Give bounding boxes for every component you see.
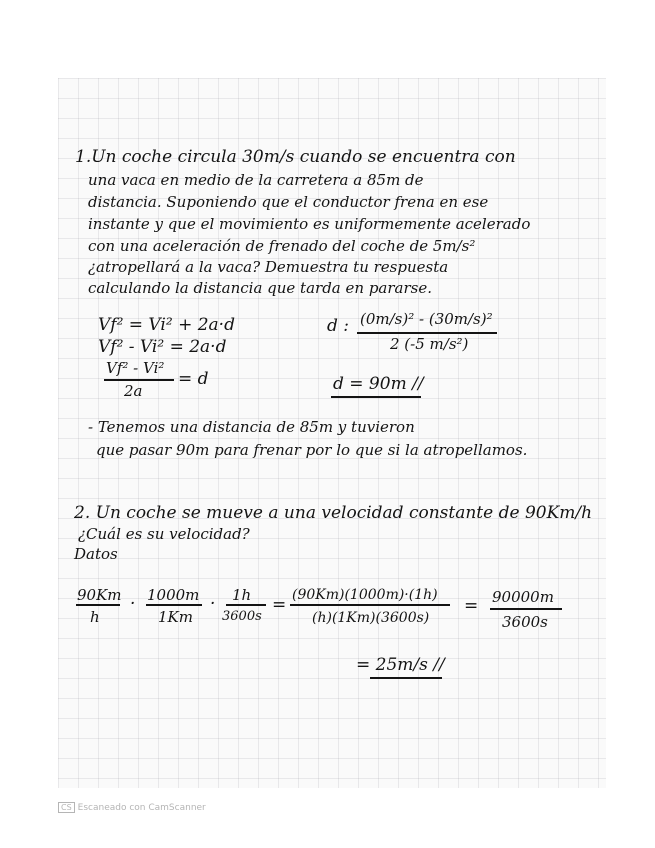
velocity-result-underline — [370, 677, 442, 679]
equation-3-numerator: Vf² - Vi² — [106, 359, 165, 377]
conclusion-line-2: que pasar 90m para frenar por lo que si la atropellamos. — [96, 441, 528, 459]
factor-2-bar — [146, 604, 202, 606]
factor-4-numerator: (90Km)(1000m)·(1h) — [292, 587, 438, 603]
equals-sign-2: = — [464, 596, 479, 616]
factor-1-bar — [76, 604, 120, 606]
d-label: d : — [327, 316, 350, 336]
d-fraction-bar — [357, 332, 497, 334]
scanner-footer — [58, 802, 206, 813]
problem1-line-1: 1.Un coche circula 30m/s cuando se encuentra con — [75, 147, 516, 167]
equation-3-fraction-bar — [104, 379, 174, 381]
equation-2: Vf² - Vi² = 2a·d — [98, 337, 227, 357]
problem2-line-2: ¿Cuál es su velocidad? — [78, 525, 250, 543]
problem1-line-4: instante y que el movimiento es uniformemente acelerado — [88, 215, 531, 233]
factor-2-denominator: 1Km — [158, 608, 193, 626]
d-result-underline — [331, 396, 421, 398]
d-numerator: (0m/s)² - (30m/s)² — [360, 310, 493, 328]
factor-5-denominator: 3600s — [502, 613, 548, 631]
factor-2-numerator: 1000m — [147, 586, 200, 604]
conclusion-line-1: - Tenemos una distancia de 85m y tuvieron — [88, 418, 415, 436]
factor-5-bar — [490, 608, 562, 610]
factor-3-numerator: 1h — [232, 586, 252, 604]
camscanner-badge: CS — [58, 802, 75, 813]
problem2-line-1: 2. Un coche se mueve a una velocidad constante de 90Km/h — [74, 503, 593, 523]
camscanner-text: Escaneado con CamScanner — [77, 803, 206, 813]
factor-4-bar — [290, 604, 450, 606]
multiply-dot-2: · — [210, 594, 216, 614]
equation-3-denominator: 2a — [124, 382, 143, 400]
problem1-line-6: ¿atropellará a la vaca? Demuestra tu respuesta — [88, 258, 449, 276]
problem1-line-2: una vaca en medio de la carretera a 85m de — [88, 171, 424, 189]
factor-1-numerator: 90Km — [77, 586, 122, 604]
factor-3-bar — [226, 604, 266, 606]
problem1-line-7: calculando la distancia que tarda en pararse. — [88, 279, 432, 297]
equals-sign-1: = — [272, 595, 287, 615]
multiply-dot-1: · — [130, 594, 136, 614]
datos-label: Datos — [74, 545, 118, 563]
d-result: d = 90m // — [333, 374, 424, 394]
equation-3-rhs: = d — [178, 369, 209, 389]
d-denominator: 2 (-5 m/s²) — [390, 335, 469, 353]
equation-1: Vf² = Vi² + 2a·d — [98, 315, 235, 335]
velocity-result: = 25m/s // — [356, 655, 445, 675]
factor-5-numerator: 90000m — [492, 588, 554, 606]
factor-1-denominator: h — [90, 608, 100, 626]
factor-4-denominator: (h)(1Km)(3600s) — [312, 610, 430, 626]
factor-3-denominator: 3600s — [222, 609, 262, 624]
problem1-line-3: distancia. Suponiendo que el conductor frena en ese — [88, 193, 489, 211]
problem1-line-5: con una aceleración de frenado del coche de 5m/s² — [88, 237, 476, 255]
